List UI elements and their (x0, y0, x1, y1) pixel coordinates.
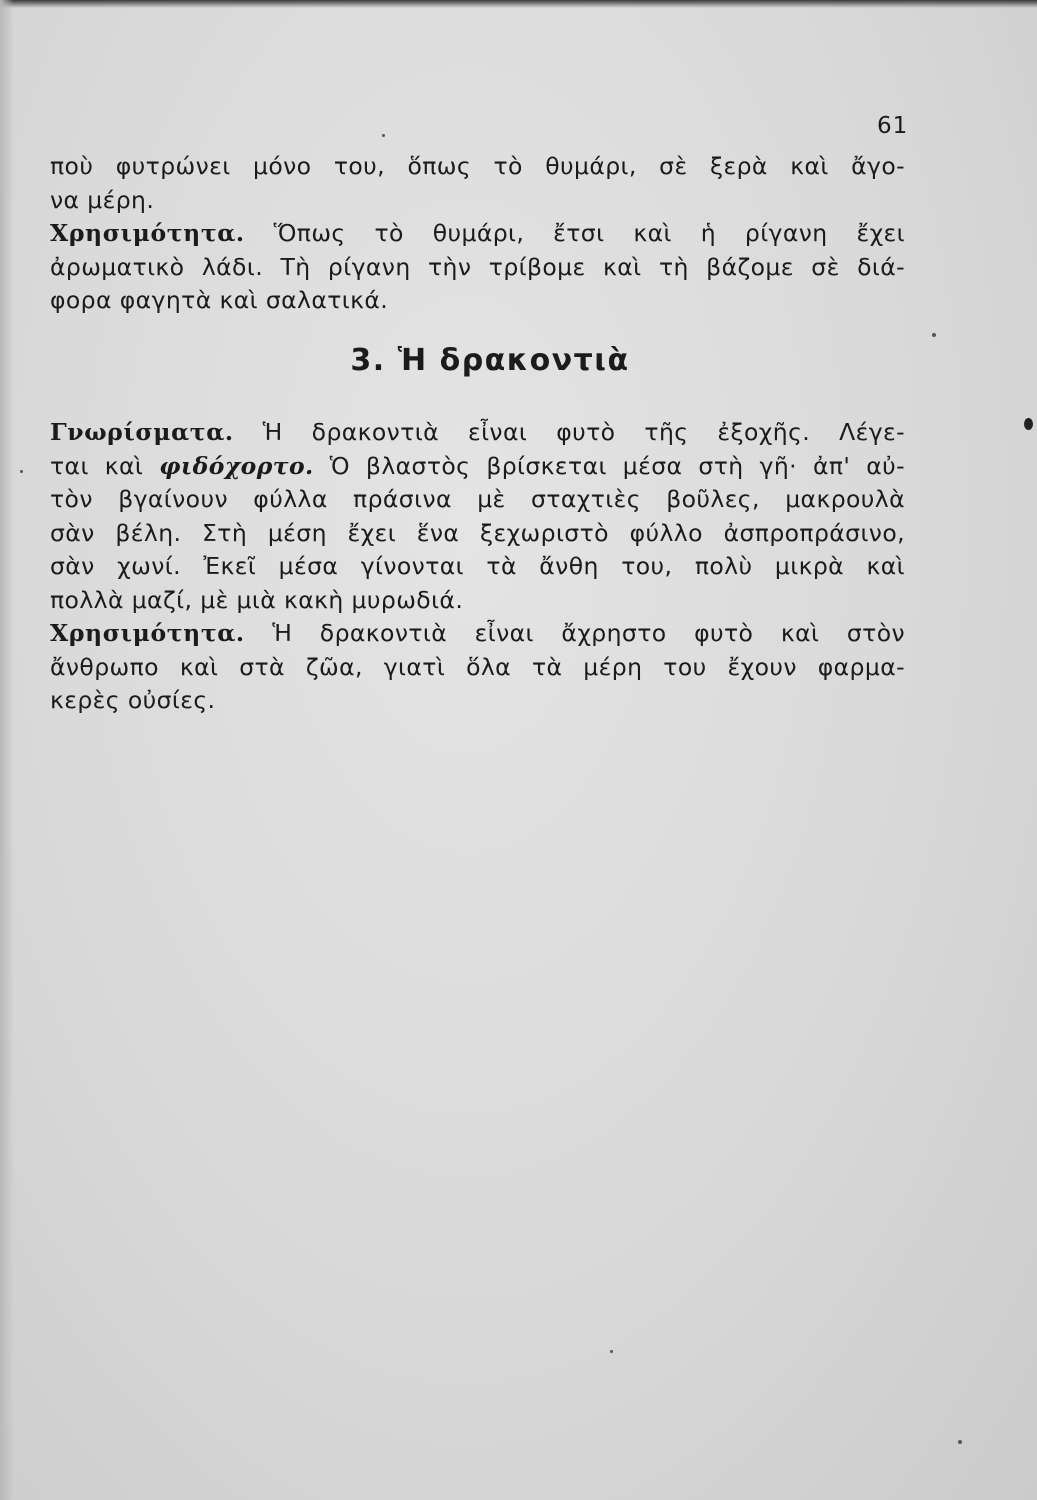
text-run: Ἡ δρακοντιὰ εἶναι ἄχρηστο φυτὸ καὶ στὸν (244, 619, 905, 647)
paragraph-oregano-usefulness (50, 217, 905, 318)
characteristics-term: Γνωρίσματα. (50, 418, 234, 446)
text-line: ἄνθρωπο καὶ στὰ ζῶα, γιατὶ ὅλα τὰ μέρη του ἔχουν φαρμα- (50, 652, 905, 681)
text-line: κερὲς οὐσίες. (50, 686, 216, 714)
scan-speck (20, 470, 23, 473)
text-run: ται καὶ (50, 451, 160, 480)
text-run: Ἡ δρακοντιὰ εἶναι φυτὸ τῆς ἐξοχῆς. Λέγε- (233, 418, 905, 446)
text-line (50, 450, 905, 484)
usefulness-term: Χρησιμότητα. (50, 219, 245, 247)
scan-speck (958, 1440, 962, 1444)
text-run: Ὁ βλαστὸς βρίσκεται μέσα στὴ γῆ· ἀπ' αὐ- (313, 451, 905, 480)
text-line: ἀρωματικὸ λάδι. Τὴ ρίγανη τὴν τρίβομε καὶ τὴ βάζομε σὲ διά- (50, 252, 905, 281)
page-left-edge-shadow (0, 0, 14, 1500)
text-line (50, 416, 905, 450)
page-top-edge-shadow (0, 0, 1037, 8)
text-line: τὸν βγαίνουν φύλλα πράσινα μὲ σταχτιὲς βοῦλες, μακρουλὰ (50, 485, 905, 513)
scan-speck (382, 134, 385, 137)
text-line: σὰν βέλη. Στὴ μέση ἔχει ἕνα ξεχωριστὸ φύλλο ἀσπροπράσινο, (50, 518, 905, 547)
scan-speck (1024, 418, 1033, 430)
plant-alias: φιδόχορτο. (159, 451, 314, 480)
usefulness-term: Χρησιμότητα. (50, 619, 245, 647)
text-line (50, 217, 905, 251)
text-line: να μέρη. (50, 185, 155, 214)
page-number: 61 (877, 113, 909, 139)
paragraph-characteristics (50, 416, 905, 617)
scan-speck (932, 333, 936, 337)
text-run: Ὅπως τὸ θυμάρι, ἔτσι καὶ ἡ ρίγανη ἔχει (244, 219, 905, 247)
text-line: σὰν χωνί. Ἐκεῖ μέσα γίνονται τὰ ἄνθη του, πολὺ μικρὰ καὶ (50, 552, 905, 580)
scan-speck (610, 1350, 613, 1353)
text-line: πολλὰ μαζί, μὲ μιὰ κακὴ μυρωδιά. (50, 585, 464, 614)
paragraph-dragon-arum-usefulness (50, 617, 905, 718)
text-line: ποὺ φυτρώνει μόνο του, ὅπως τὸ θυμάρι, σὲ ξερὰ καὶ ἄγο- (50, 152, 905, 180)
section-heading: 3. Ἡ δρακοντιὰ (350, 343, 630, 378)
text-line (50, 617, 905, 651)
paragraph-continuation (50, 150, 905, 217)
text-line: φορα φαγητὰ καὶ σαλατικά. (50, 286, 389, 314)
